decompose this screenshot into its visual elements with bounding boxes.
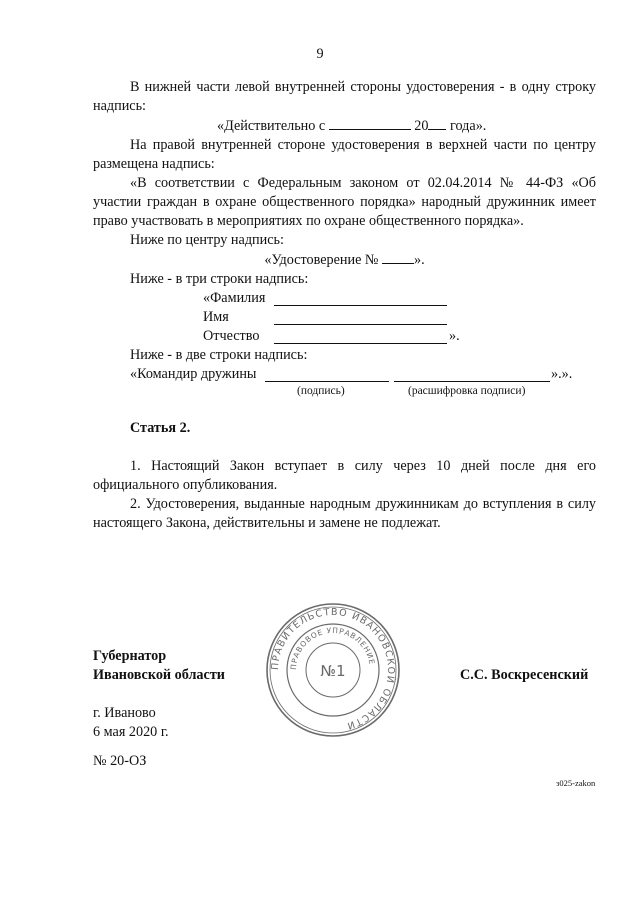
stamp-ring-text: ПРАВИТЕЛЬСТВО ИВАНОВСКОЙ ОБЛАСТИ — [269, 606, 397, 732]
paragraph-two-lines: Ниже - в две строки надпись: — [130, 347, 308, 363]
article-heading: Статья 2. — [130, 420, 191, 436]
paragraph-below-center: Ниже по центру надпись: — [130, 232, 284, 248]
valid-date-blank — [329, 116, 411, 130]
city: г. Иваново — [93, 705, 156, 721]
article-paragraph-2: 2. Удостоверения, выданные народным дружинникам до вступления в силу настоящего Закона, действительны и замене не подлежат. — [93, 496, 596, 531]
paragraph-three-lines: Ниже - в три строки надпись: — [130, 271, 309, 287]
certificate-number-blank — [382, 250, 414, 264]
commander-row: «Командир дружины ».». — [130, 366, 573, 382]
paragraph-right-side: На правой внутренней стороне удостоверения в верхней части по центру размещена надпись: — [93, 137, 596, 172]
stamp-inner-text: ПРАВОВОЕ УПРАВЛЕНИЕ — [288, 625, 377, 671]
official-stamp — [263, 600, 403, 740]
patronymic-row: Отчество ». — [203, 328, 460, 344]
surname-blank — [274, 292, 447, 306]
article-paragraph-1: 1. Настоящий Закон вступает в силу через 10 дней после дня его официального опубликования. — [93, 458, 596, 493]
valid-line: «Действительно с 20 года». — [217, 118, 487, 134]
document-code: з025-zakon — [556, 778, 596, 788]
name-blank — [274, 311, 447, 325]
patronymic-blank — [274, 330, 447, 344]
law-number: № 20-ОЗ — [93, 753, 147, 769]
governor-name: С.С. Воскресенский — [460, 667, 589, 683]
certificate-line: «Удостоверение № ». — [264, 252, 425, 268]
valid-year-blank — [428, 116, 446, 130]
surname-row: «Фамилия — [93, 289, 596, 308]
date: 6 мая 2020 г. — [93, 724, 169, 740]
body-text — [93, 78, 596, 533]
governor-title: Губернатор Ивановской области — [93, 648, 225, 683]
stamp-center-number: №1 — [320, 662, 346, 680]
signature-decoding-blank — [394, 368, 550, 382]
paragraph-left-side: В нижней части левой внутренней стороны удостоверения - в одну строку надпись: — [93, 79, 596, 114]
name-row: Имя — [93, 308, 596, 327]
page-number: 9 — [316, 46, 324, 62]
signature-blank — [265, 368, 389, 382]
signature-captions: (подпись) (расшифровка подписи) — [297, 385, 526, 397]
paragraph-federal-law: «В соответствии с Федеральным законом от 02.04.2014 № 44-ФЗ «Об участии граждан в охране общественного порядка» народный дружинник имеет право участвовать в мероприятиях по охране общественного порядка». — [93, 175, 596, 229]
